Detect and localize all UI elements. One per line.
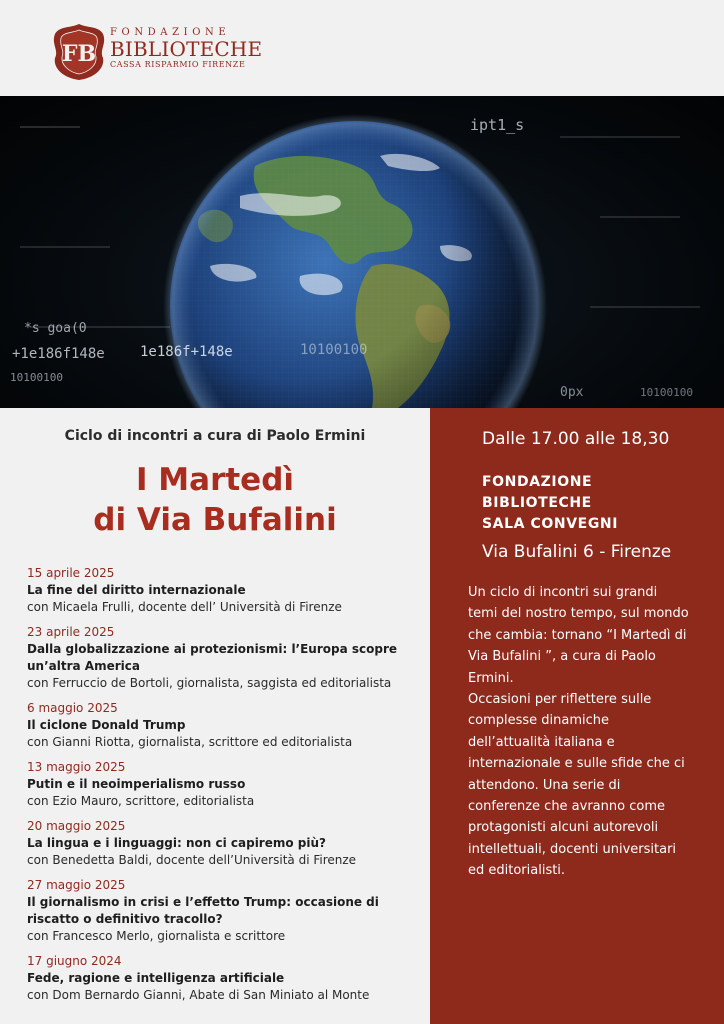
code-text: 1e186f+148e <box>140 344 233 360</box>
description-line: dell’attualità italiana e <box>468 734 615 750</box>
description-line: ed editorialisti. <box>468 863 566 879</box>
event-item <box>27 953 422 1004</box>
event-title: Il giornalismo in crisi e l’effetto Trump: occasione di <box>27 895 379 909</box>
description-line: Via Bufalini ”, a cura di Paolo <box>468 649 656 665</box>
event-title: La lingua e i linguaggi: non ci capiremo più? <box>27 836 326 850</box>
event-date: 23 aprile 2025 <box>27 625 115 639</box>
event-item <box>27 818 422 869</box>
event-item <box>27 624 422 692</box>
event-time: Dalle 17.00 alle 18,30 <box>482 429 670 449</box>
venue-address: Via Bufalini 6 - Firenze <box>482 542 672 562</box>
code-text: *s goa(0 <box>24 321 87 336</box>
description-line: Ermini. <box>468 670 514 686</box>
event-speaker: con Gianni Riotta, giornalista, scrittore ed editorialista <box>27 735 353 749</box>
description-line: intellettuali, docenti universitari <box>468 841 677 857</box>
venue-line: FONDAZIONE <box>482 474 593 490</box>
description-line: conferenze che avranno come <box>468 799 665 815</box>
event-title: La fine del diritto internazionale <box>27 583 246 597</box>
description-line: Un ciclo di incontri sui grandi <box>468 585 658 600</box>
title-line-2: di Via Bufalini <box>93 502 337 538</box>
event-speaker: con Ferruccio de Bortoli, giornalista, saggista ed editorialista <box>27 676 392 690</box>
code-text: 10100100 <box>300 342 368 358</box>
event-item <box>27 565 422 616</box>
earth-globe-digital-code-image <box>0 96 724 408</box>
code-text: ipt1_s <box>470 116 525 134</box>
svg-text:FB: FB <box>61 41 97 67</box>
event-title: Il ciclone Donald Trump <box>27 718 186 732</box>
code-text: 10100100 <box>10 371 63 384</box>
description-line: internazionale e sulle sfide che ci <box>468 756 685 772</box>
code-text: +1e186f148e <box>12 346 105 362</box>
globe-illustration <box>0 96 724 408</box>
event-date: 13 maggio 2025 <box>27 760 126 774</box>
logo-line-fondazione: FONDAZIONE <box>110 27 231 38</box>
code-text: 10100100 <box>640 386 693 399</box>
description-line: che cambia: tornano “I Martedì di <box>468 627 687 643</box>
event-title: Fede, ragione e intelligenza artificiale <box>27 971 285 985</box>
venue <box>482 472 618 535</box>
event-title: Putin e il neoimperialismo russo <box>27 777 246 791</box>
info-panel <box>430 408 724 1024</box>
event-speaker: con Francesco Merlo, giornalista e scrittore <box>27 929 286 943</box>
description-line: temi del nostro tempo, sul mondo <box>468 606 689 622</box>
event-title: Dalla globalizzazione ai protezionismi: l’Europa scopre <box>27 642 398 656</box>
venue-line: SALA CONVEGNI <box>482 516 619 532</box>
description-line: attendono. Una serie di <box>468 777 621 793</box>
event-item <box>27 877 422 945</box>
event-date: 20 maggio 2025 <box>27 819 126 833</box>
event-item <box>27 759 422 810</box>
series-description <box>468 582 708 882</box>
event-speaker: con Benedetta Baldi, docente dell’Università di Firenze <box>27 853 357 867</box>
title-line-1: I Martedì <box>135 462 295 498</box>
event-date: 6 maggio 2025 <box>27 701 118 715</box>
fb-monogram-icon <box>53 22 105 82</box>
event-speaker: con Micaela Frulli, docente dell’ Università di Firenze <box>27 600 342 614</box>
event-speaker: con Ezio Mauro, scrittore, editorialista <box>27 794 255 808</box>
event-speaker: con Dom Bernardo Gianni, Abate di San Miniato al Monte <box>27 988 370 1002</box>
series-subtitle: Ciclo di incontri a cura di Paolo Ermini <box>64 428 366 444</box>
venue-line: BIBLIOTECHE <box>482 495 592 511</box>
logo-line-biblioteche: BIBLIOTECHE <box>110 37 263 61</box>
program-column <box>0 408 430 1024</box>
event-item <box>27 700 422 751</box>
event-date: 27 maggio 2025 <box>27 878 126 892</box>
event-title: un’altra America <box>27 659 140 673</box>
description-line: complesse dinamiche <box>468 713 610 729</box>
description-line: Occasioni per riflettere sulle <box>468 692 652 708</box>
event-list <box>27 565 422 1012</box>
header <box>0 0 724 96</box>
event-date: 15 aprile 2025 <box>27 566 115 580</box>
logo-wordmark <box>110 27 262 71</box>
event-title: riscatto o definitivo tracollo? <box>27 912 223 926</box>
page-title <box>0 460 430 540</box>
code-text: 0px <box>560 385 584 400</box>
logo-line-cassa: CASSA RISPARMIO FIRENZE <box>110 60 246 69</box>
event-date: 17 giugno 2024 <box>27 954 122 968</box>
description-line: protagonisti alcuni autorevoli <box>468 820 659 836</box>
